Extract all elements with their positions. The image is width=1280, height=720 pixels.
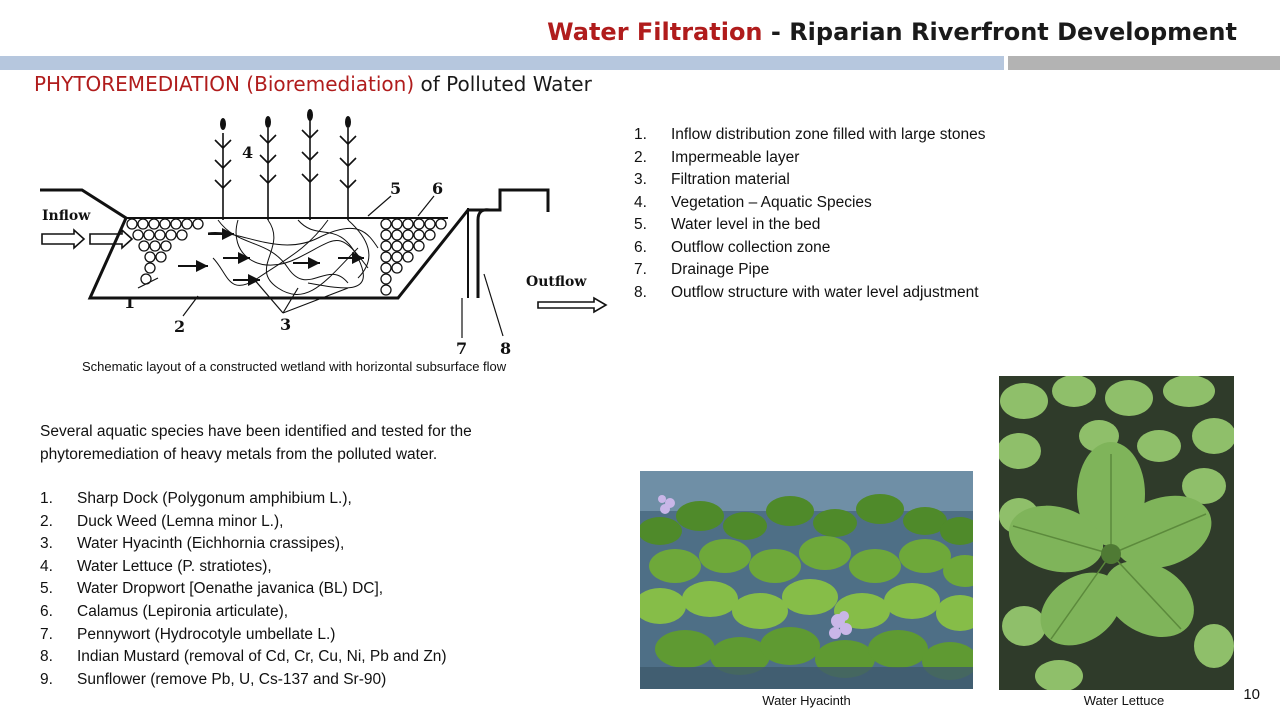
subtitle-rest: of Polluted Water (414, 72, 592, 96)
diagram-legend-list (634, 124, 985, 304)
slide-title-accent: Water Filtration (547, 18, 763, 46)
list-item: 4. Vegetation – Aquatic Species (634, 193, 872, 211)
diagram-outflow-label: Outflow (526, 274, 587, 290)
water-hyacinth-photo (640, 471, 973, 689)
slide-subtitle (34, 72, 592, 96)
diagram-callout-5: 5 (390, 179, 402, 198)
diagram-callout-7: 7 (456, 339, 468, 358)
diagram-callout-4: 4 (242, 143, 254, 162)
list-item: 4. Water Lettuce (P. stratiotes), (40, 557, 272, 575)
header-bar-blue (0, 56, 1004, 70)
slide-title (547, 18, 1237, 46)
diagram-callout-2: 2 (174, 317, 186, 336)
intro-paragraph: Several aquatic species have been identified and tested for the phytoremediation of heavy metals from the polluted water. (40, 423, 472, 463)
list-item: 9. Sunflower (remove Pb, U, Cs-137 and Sr-90) (40, 670, 387, 688)
diagram-caption: Schematic layout of a constructed wetland with horizontal subsurface flow (82, 359, 507, 374)
water-lettuce-caption: Water Lettuce (1083, 693, 1165, 708)
diagram-callout-6: 6 (432, 179, 444, 198)
diagram-inflow-label: Inflow (42, 208, 91, 224)
list-item: 7. Pennywort (Hydrocotyle umbellate L.) (40, 625, 336, 643)
list-item: 5. Water level in the bed (634, 216, 821, 233)
slide-title-rest: - Riparian Riverfront Development (762, 18, 1237, 46)
subtitle-accent: PHYTOREMEDIATION (Bioremediation) (34, 72, 415, 96)
list-item: 1. Inflow distribution zone filled with large stones (634, 126, 986, 143)
list-item: 6. Calamus (Lepironia articulate), (40, 602, 289, 620)
list-item: 3. Filtration material (634, 171, 790, 188)
diagram-callout-8: 8 (500, 339, 512, 358)
list-item: 6. Outflow collection zone (634, 238, 831, 256)
wetland-schematic-diagram (38, 108, 610, 360)
list-item: 5. Water Dropwort [Oenathe javanica (BL) DC], (40, 580, 384, 598)
list-item: 3. Water Hyacinth (Eichhornia crassipes), (40, 535, 345, 553)
list-item: 2. Impermeable layer (634, 148, 800, 166)
page-number: 10 (1243, 686, 1260, 703)
list-item: 8. Outflow structure with water level adjustment (634, 283, 979, 301)
header-bar-grey (1008, 56, 1280, 70)
list-item: 1. Sharp Dock (Polygonum amphibium L.), (40, 490, 352, 507)
diagram-callout-3: 3 (280, 315, 292, 334)
list-item: 2. Duck Weed (Lemna minor L.), (40, 512, 284, 530)
list-item: 8. Indian Mustard (removal of Cd, Cr, Cu, Ni, Pb and Zn) (40, 648, 447, 666)
species-list (40, 488, 447, 691)
water-lettuce-photo (999, 376, 1234, 690)
diagram-callout-1: 1 (124, 293, 136, 312)
water-hyacinth-caption: Water Hyacinth (762, 693, 851, 708)
list-item: 7. Drainage Pipe (634, 261, 770, 278)
